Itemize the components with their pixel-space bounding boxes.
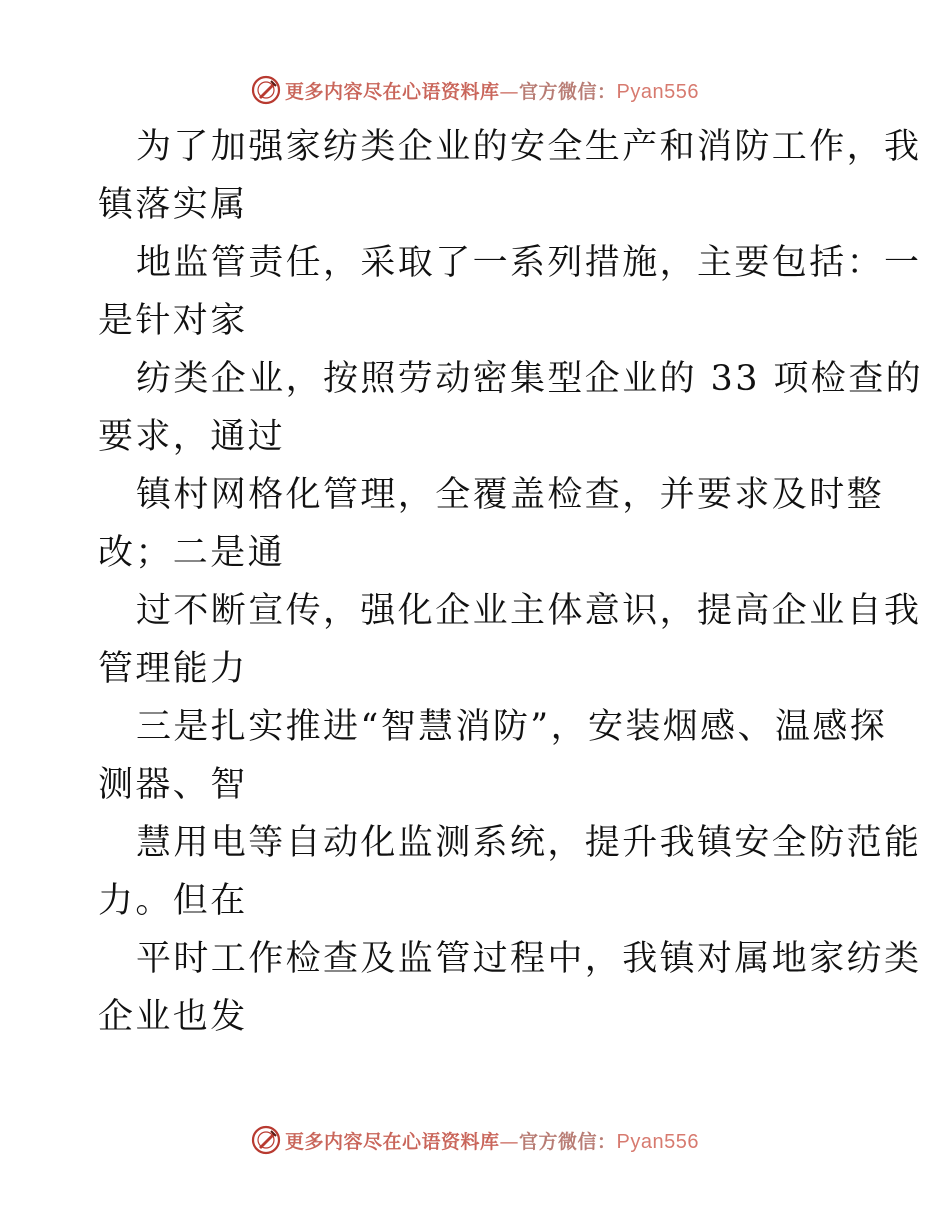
body-line: 三是扎实推进“智慧消防”，安装烟感、温感探 <box>136 707 888 747</box>
brand-logo-icon <box>251 1125 281 1155</box>
brand-logo-icon <box>251 75 281 105</box>
body-line: 为了加强家纺类企业的安全生产和消防工作，我 <box>136 127 922 167</box>
header-banner <box>0 68 950 112</box>
body-line: 要求，通过 <box>98 417 286 457</box>
body-line: 改；二是通 <box>98 533 286 573</box>
header-banner-text <box>285 77 699 104</box>
header-banner-wechat: Pyan556 <box>616 80 699 103</box>
body-line: 纺类企业，按照劳动密集型企业的 33 项检查的 <box>136 359 923 399</box>
body-line: 测器、智 <box>98 765 248 805</box>
footer-banner <box>0 1118 950 1162</box>
footer-banner-dash: — <box>499 1130 520 1153</box>
header-banner-content <box>251 75 699 105</box>
body-line: 平时工作检查及监管过程中，我镇对属地家纺类 <box>136 939 922 979</box>
header-banner-official: 官方微信： <box>519 80 617 103</box>
footer-banner-official: 官方微信： <box>519 1130 617 1153</box>
body-line: 镇落实属 <box>98 185 248 225</box>
header-banner-dash: — <box>499 80 520 103</box>
header-banner-title: 更多内容尽在心语资料库 <box>285 80 500 103</box>
body-line: 过不断宣传，强化企业主体意识，提高企业自我 <box>136 591 922 631</box>
footer-banner-wechat: Pyan556 <box>616 1130 699 1153</box>
body-line: 力。但在 <box>98 881 248 921</box>
body-line: 企业也发 <box>98 997 248 1037</box>
document-body <box>98 118 923 1046</box>
body-line: 是针对家 <box>98 301 248 341</box>
footer-banner-text <box>285 1127 699 1154</box>
body-line: 镇村网格化管理，全覆盖检查，并要求及时整 <box>136 475 885 515</box>
body-line: 管理能力 <box>98 649 248 689</box>
footer-banner-title: 更多内容尽在心语资料库 <box>285 1130 500 1153</box>
footer-banner-content <box>251 1125 699 1155</box>
body-line: 慧用电等自动化监测系统，提升我镇安全防范能 <box>136 823 922 863</box>
body-line: 地监管责任，采取了一系列措施，主要包括：一 <box>136 243 922 283</box>
